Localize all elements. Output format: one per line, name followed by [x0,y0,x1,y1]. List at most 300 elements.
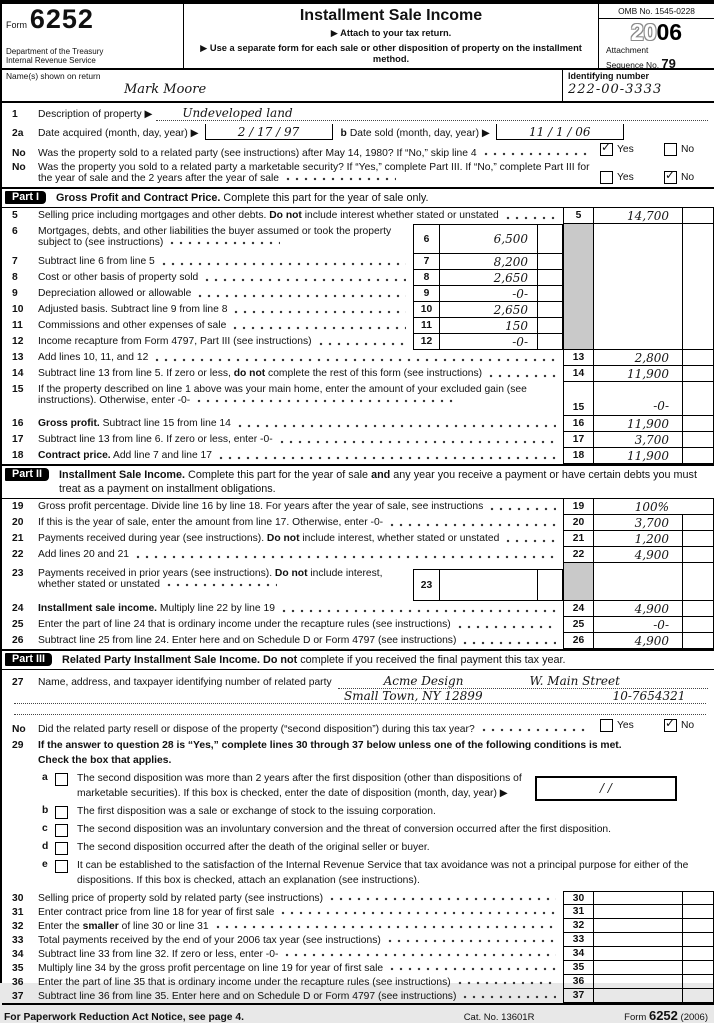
amount-field[interactable] [440,318,537,334]
name-block [2,70,562,101]
leader-dots [197,399,457,403]
empty-cell [593,270,682,286]
line-label [38,210,499,221]
line-box-number: 30 [563,891,593,905]
label-bold: Installment sale income. [38,603,158,615]
line-label: If the answer to question 28 is “Yes,” complete lines 30 through 37 below unless one of the following conditions is met. Check the box that applies. [38,740,622,767]
cents-field[interactable] [682,350,714,366]
amount-field[interactable] [593,547,682,563]
line-label: Depreciation allowed or allowable [38,288,192,300]
line-label: Adjusted basis. Subtract line 9 from line 8 [38,304,228,316]
line-number: 26 [12,635,24,647]
condition-label: It can be established to the satisfaction of the Internal Revenue Service that tax avoidance was not a principal purpose for either of the dispositions. If this box is checked, attach an explanation (see instructions). [77,859,689,886]
cents-field[interactable] [537,286,563,302]
amount-field[interactable] [593,382,682,416]
part3-desc-bold: Do not [263,654,298,667]
leader-dots [216,925,556,929]
line-label: Enter contract price from line 18 for year of first sale [38,907,275,919]
empty-cell [593,286,682,302]
cents-field[interactable] [682,947,714,961]
condition-a [2,769,714,802]
line-label [38,921,209,932]
footer-form-year: (2006) [680,1012,708,1023]
line-13 [2,350,714,366]
line-box-number: 7 [413,254,440,270]
part2-desc-bold: and [371,469,391,482]
line-15 [2,382,714,416]
line-19 [2,499,714,515]
line-number: 21 [12,533,24,545]
amount-field[interactable] [593,975,682,989]
line-box-number: 23 [413,569,440,601]
amount-field[interactable] [440,302,537,318]
line-number: 23 [12,568,24,580]
amount-field[interactable] [440,254,537,270]
line-label [38,418,231,429]
label-bold: smaller [82,921,119,933]
cents-field[interactable] [682,515,714,531]
related-party-entry-line2[interactable] [14,689,706,704]
shaded-cell [563,254,593,270]
amount-value: 11,900 [627,448,669,463]
checkmark: ✓ [665,716,676,731]
amount-value: -0- [653,399,669,414]
line-29 [2,735,714,769]
yes-checkbox[interactable] [600,140,613,156]
leader-dots [198,294,406,298]
leader-dots [463,995,556,999]
no-option [664,168,708,184]
amount-value: 4,900 [634,601,669,616]
cents-field[interactable] [682,961,714,975]
amount-field[interactable] [440,569,537,601]
line-number: 32 [12,921,24,933]
no-option [664,143,708,156]
line-box-number: 19 [563,499,593,515]
line-4 [2,159,714,184]
line-number: 14 [12,368,24,380]
line-26 [2,633,714,649]
date-value: / / [600,781,612,796]
amount-value: 1,200 [634,531,669,546]
no-checkbox[interactable] [664,716,677,732]
amount-value: 100% [634,499,669,514]
condition-b-checkbox[interactable] [55,806,68,819]
identifying-number-label: Identifying number [568,71,649,81]
amount-field[interactable] [593,531,682,547]
label-text: include interest, whether stated or unstated [299,533,500,545]
leader-dots [506,539,556,543]
amount-value: 2,650 [493,270,528,285]
amount-field[interactable] [593,891,682,905]
cents-field[interactable] [682,633,714,649]
line-3 [2,140,714,159]
amount-value: -0- [512,334,528,349]
shaded-cell [563,334,593,350]
amount-value: 3,700 [634,432,669,447]
line-box-number: 5 [563,208,593,224]
label-text: Was the property you sold to a related party a marketable security? If “Yes,” complete Part III. If “No,” complete Part III for the year of sale and the 2 years after the year of sale [38,162,590,184]
leader-dots [390,523,556,527]
line-label: Gross profit percentage. Divide line 16 by line 18. For years after the year of sale, see instructions [38,501,484,513]
leader-dots [155,358,556,362]
line-30 [2,891,714,905]
line-23 [2,563,714,601]
condition-letter: b [42,804,49,816]
line-label: Subtract line 36 from line 35. Enter here and on Schedule D or Form 4797 (see instructions) [38,991,457,1003]
cents-field[interactable] [537,270,563,286]
yes-checkbox[interactable] [600,171,613,184]
line-number: 35 [12,963,24,975]
amount-field[interactable] [593,448,682,464]
line-number: 8 [12,272,18,284]
line-24 [2,601,714,617]
checkmark: ✓ [601,140,612,154]
cents-field[interactable] [682,975,714,989]
line-number: 19 [12,501,24,513]
line-number: No [12,724,26,736]
leader-dots [489,374,556,378]
line-label: Subtract line 25 from line 24. Enter here and on Schedule D or Form 4797 (see instructions) [38,635,457,647]
line-label: If this is the year of sale, enter the amount from line 17. Otherwise, enter -0- [38,517,384,529]
shaded-cell [563,224,593,254]
line-box-number: 21 [563,531,593,547]
line-label: Name, address, and taxpayer identifying number of related party [38,677,332,689]
part2-desc: Complete this part for the year of sale [185,469,372,482]
line-16 [2,416,714,432]
condition-letter: e [42,858,48,870]
line-14 [2,366,714,382]
cents-field[interactable] [682,432,714,448]
line-number: 15 [12,384,24,396]
line-box-number: 13 [563,350,593,366]
label-bold: Do not [266,533,300,545]
condition-label: The first disposition was a sale or exchange of stock to the issuing corporation. [77,805,436,817]
no-checkbox[interactable] [664,143,677,156]
year-suffix: 06 [656,19,683,45]
yes-option [600,140,658,156]
page-title: Installment Sale Income [299,7,483,24]
shaded-cell [563,563,593,601]
cents-field[interactable] [682,933,714,947]
cents-field[interactable] [682,919,714,933]
cents-field[interactable] [682,601,714,617]
label-bold: Do not [274,568,308,580]
yes-label: Yes [617,144,634,155]
date-acquired-field[interactable] [205,124,333,140]
line-1 [2,103,714,121]
amount-field[interactable] [593,961,682,975]
leader-dots [219,456,556,460]
leader-dots [136,555,556,559]
label-text: of line 30 or line 31 [118,921,209,933]
line-box-number: 14 [563,366,593,382]
condition-b [2,802,714,820]
line-box-number: 31 [563,905,593,919]
footer-form-word: Form [624,1012,647,1023]
line-number: 31 [12,907,24,919]
line-number: 13 [12,352,24,364]
part1-title [56,191,712,205]
agency-line2: Internal Revenue Service [6,56,96,66]
condition-a-checkbox[interactable] [55,773,68,786]
line-box-number: 12 [413,334,440,350]
leader-dots [490,507,556,511]
identifying-number-field[interactable]: 222-00-3333 [568,82,663,97]
empty-cell [593,563,682,601]
amount-field[interactable] [593,919,682,933]
line-17 [2,432,714,448]
amount-field[interactable] [593,350,682,366]
empty-cell [593,334,682,350]
leader-dots [205,278,406,282]
part3-title-bold: Related Party Installment Sale Income. [62,654,261,667]
amount-field[interactable] [593,633,682,649]
paperwork-notice: For Paperwork Reduction Act Notice, see page 4. [4,1012,244,1023]
form-word: Form [6,20,27,30]
cents-field[interactable] [682,366,714,382]
condition-label: The second disposition occurred after the death of the original seller or buyer. [77,841,430,853]
line-label: Multiply line 34 by the gross profit percentage on line 19 for year of first sale [38,963,384,975]
line-label: Date acquired (month, day, year) ▶ [38,127,199,139]
empty-cell [682,318,714,334]
line-number: 12 [12,336,24,348]
amount-field[interactable] [593,947,682,961]
amount-field[interactable] [593,416,682,432]
line-box-number: 18 [563,448,593,464]
line-label: Subtract line 6 from line 5 [38,256,155,268]
related-party-street-field[interactable]: W. Main Street [529,674,620,689]
line-label: Enter the part of line 24 that is ordinary income under the recapture rules (see instructions) [38,619,451,631]
amount-value: -0- [653,617,669,632]
cents-field[interactable] [682,208,714,224]
line-35 [2,961,714,975]
line-number: 2a [12,127,24,139]
amount-field[interactable] [593,601,682,617]
amount-value: 4,900 [634,547,669,562]
label-text: Enter the [38,921,83,933]
part1-header [2,187,714,208]
part2-title [59,468,712,496]
second-disposition-date-field[interactable] [535,776,677,801]
amount-value: 4,900 [634,633,669,648]
label-text: include interest, whether stated or unstated [38,568,383,591]
cents-field[interactable] [537,318,563,334]
separate-form-note: ▶ Use a separate form for each sale or other disposition of property on the installment method. [200,42,582,65]
form-identity-block [2,4,184,68]
cents-field[interactable] [537,569,563,601]
line-label: Selling price of property sold by related party (see instructions) [38,893,324,905]
line-label: Subtract line 33 from line 32. If zero or less, enter -0- [38,949,279,961]
line-label: Cost or other basis of property sold [38,272,199,284]
related-party-entry-line3[interactable] [14,704,706,715]
condition-letter: d [42,840,49,852]
amount-field[interactable] [593,933,682,947]
no-checkbox[interactable] [664,168,677,184]
cents-field[interactable] [682,448,714,464]
amount-field[interactable] [593,366,682,382]
line-number: 6 [12,226,18,238]
year-prefix: 20 [630,19,657,45]
yes-checkbox[interactable] [600,719,613,732]
part3-title [62,653,712,667]
line-box-number: 36 [563,975,593,989]
empty-cell [593,224,682,254]
line-28 [2,717,714,735]
agency-line1: Department of the Treasury [6,46,104,56]
cents-field[interactable] [682,891,714,905]
line-number: 33 [12,935,24,947]
line-25 [2,617,714,633]
footer-form-number: 6252 [648,1008,678,1023]
amount-field[interactable] [593,905,682,919]
cents-field[interactable] [682,382,714,416]
checkmark: ✓ [665,168,676,182]
line-text [2,224,413,254]
shaded-cell [563,270,593,286]
leader-dots [238,424,556,428]
line-box-number: 11 [413,318,440,334]
line-number: 1 [12,109,18,120]
amount-field[interactable] [440,334,537,350]
cents-field[interactable] [682,499,714,515]
line-box-number: 34 [563,947,593,961]
amount-value: -0- [512,286,528,301]
line-label: Add lines 10, 11, and 12 [38,352,149,364]
condition-c-checkbox[interactable] [55,824,68,837]
leader-dots [482,728,589,732]
line-33 [2,933,714,947]
leader-dots [390,967,556,971]
line-number: 36 [12,977,24,989]
line-number: 37 [12,991,24,1003]
amount-field[interactable] [593,499,682,515]
line-label [38,533,499,544]
amount-field[interactable] [593,515,682,531]
omb-block [598,4,714,72]
cents-field[interactable] [682,531,714,547]
cents-field[interactable] [682,905,714,919]
line-box-number: 32 [563,919,593,933]
amount-field[interactable] [593,617,682,633]
tax-year [599,20,714,45]
cents-field[interactable] [682,617,714,633]
leader-dots [233,326,406,330]
line-number: 17 [12,434,24,446]
form-footer [2,1003,714,1023]
condition-label: The second disposition was more than 2 years after the first disposition (other than dispositions of marketable securities). If this box is checked, enter the date of disposition (month, day, year) ▶ [77,772,522,799]
condition-d-checkbox[interactable] [55,842,68,855]
cents-field[interactable] [682,989,714,1003]
amount-field[interactable] [440,286,537,302]
part2-tag: Part II [5,468,49,481]
yes-label: Yes [617,172,634,183]
form-number: 6252 [29,4,94,34]
line-label [38,384,561,406]
label-text: Payments received during year (see instructions). [38,533,267,545]
leader-dots [458,625,556,629]
line-box-number: 20 [563,515,593,531]
line-number: 24 [12,603,24,615]
amount-value: 14,700 [627,208,669,223]
cents-field[interactable] [537,334,563,350]
leader-dots [330,897,556,901]
sequence-number: 79 [661,56,676,72]
property-description-field[interactable]: Undeveloped land [182,106,293,120]
line-number: 29 [12,740,24,752]
empty-cell [593,254,682,270]
name-label: Name(s) shown on return [6,71,101,81]
catalog-number: Cat. No. 13601R [463,1012,535,1023]
amount-field[interactable] [440,224,537,254]
line-box-number: 26 [563,633,593,649]
leader-dots [170,241,280,245]
no-label: No [681,720,695,732]
empty-cell [593,302,682,318]
line-box-number: 9 [413,286,440,302]
no-option [664,716,708,732]
cents-field[interactable] [682,547,714,563]
amount-field[interactable] [593,432,682,448]
line-label: Enter the part of line 35 that is ordinary income under the recapture rules (see instructions) [38,977,451,989]
line-label: Description of property ▶ [38,109,153,120]
label-text: Mortgages, debts, and other liabilities the buyer assumed or took the property subject to (see instructions) [38,226,392,249]
amount-field[interactable] [593,208,682,224]
line-8 [2,270,714,286]
line-label: Date sold (month, day, year) ▶ [349,127,490,139]
line-label: Add lines 20 and 21 [38,549,130,561]
name-field[interactable]: Mark Moore [124,82,207,97]
part1-desc: Complete this part for the year of sale only. [220,192,429,204]
line-text [2,208,563,224]
no-label: No [681,144,695,155]
amount-field[interactable] [440,270,537,286]
related-party-tin-field[interactable]: 10-7654321 [612,689,686,704]
empty-cell [682,302,714,318]
identifying-number-block [562,70,714,101]
condition-e-checkbox[interactable] [55,860,68,873]
cents-field[interactable] [537,224,563,254]
yes-option [600,719,658,732]
line-label [38,450,212,461]
label-text: Subtract line 15 from line 14 [99,418,231,430]
cents-field[interactable] [682,416,714,432]
part2-header [2,464,714,499]
label-bold: Contract price. [38,450,111,462]
shaded-cell [563,286,593,302]
amount-field[interactable] [593,989,682,1003]
related-party-city-field[interactable]: Small Town, NY 12899 [344,689,483,704]
line-label [38,226,411,248]
line-32 [2,919,714,933]
empty-cell [682,334,714,350]
leader-dots [285,953,556,957]
line-22 [2,547,714,563]
date-sold-field[interactable] [496,124,624,140]
line-number: 7 [12,256,18,268]
related-party-entry-line[interactable] [338,674,708,689]
line-7 [2,254,714,270]
part3-desc: complete if you received the final payment this tax year. [297,654,566,667]
leader-dots [388,939,556,943]
cents-field[interactable] [537,254,563,270]
line-label: Income recapture from Form 4797, Part III (see instructions) [38,336,312,348]
line-box-number: 22 [563,547,593,563]
empty-cell [593,318,682,334]
cents-field[interactable] [537,302,563,318]
related-party-name-field[interactable]: Acme Design [383,674,464,689]
agency-block [6,47,179,66]
